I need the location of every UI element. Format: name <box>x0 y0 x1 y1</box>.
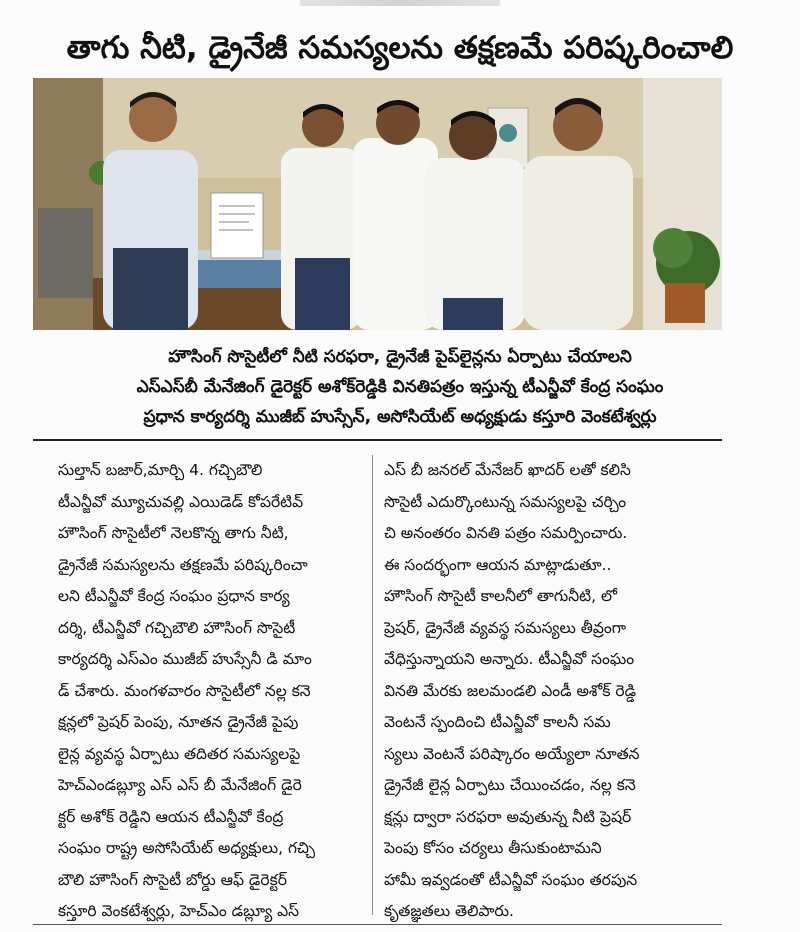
text-line: క్టర్ అశోక్ రెడ్డిని ఆయన టీఎన్జీవో కేంద్ర <box>58 807 284 826</box>
text-line: వెంటనే స్పందించి టీఎన్జీవో కాలనీ సమ <box>384 713 611 731</box>
text-line: పెంపు కోసం చర్యలు తీసుకుంటామని <box>384 839 602 857</box>
caption-rule <box>33 439 722 441</box>
caption-line: ప్రధాన కార్యదర్శి ముజీబ్ హుస్సేన్, అసోసియేట్ అధ్యక్షుడు కస్తూరి వెంకటేశ్వర్లు <box>143 407 657 427</box>
column-divider <box>372 455 373 915</box>
top-edge-strip <box>300 0 500 6</box>
text-line: క్షన్లలో ప్రెషర్ పెంపు, నూతన డ్రైనేజీ పైపు <box>58 713 299 731</box>
text-line: సుల్తాన్ బజార్,మార్చి 4. గచ్చిబౌలి <box>58 461 263 479</box>
bottom-rule <box>33 924 722 925</box>
text-line: హౌసింగ్ సొసైటీ కాలనీలో తాగునీటి, లో <box>384 587 617 605</box>
caption-line: ఎస్ఎస్‌బీ మేనేజింగ్ డైరెక్టర్ అశోక్‌రెడ్డికి వినతిపత్రం ఇస్తున్న టీఎన్జీవో కేంద్ర సంఘం <box>136 377 664 397</box>
text-line: హెచ్ఎండబ్ల్యూ ఎస్ ఎస్ బీ మేనేజింగ్ డైరె <box>58 776 302 794</box>
text-line: చి అనంతరం వినతి పత్రం సమర్పించారు. <box>384 524 628 542</box>
text-line: సంఘం రాష్ట్ర అసోసియేట్ అధ్యక్షులు, గచ్చి <box>58 839 316 857</box>
text-line: డ్ చేశారు. మంగళవారం సొసైటీలో నల్ల కనె <box>58 681 311 700</box>
photo-illustration <box>33 78 722 330</box>
text-line: హామీ ఇవ్వడంతో టీఎన్జీవో సంఘం తరపున <box>384 870 638 889</box>
text-line: బౌలి హౌసింగ్ సొసైటీ బోర్డు ఆఫ్ డైరెక్టర్ <box>58 870 287 889</box>
text-line: డ్రైనేజీ లైన్ల ఏర్పాటు చేయించడం, నల్ల కనె <box>384 776 636 794</box>
text-line: కార్యదర్శి ఎస్ఎం ముజీబ్ హుస్సేనీ డి మాం <box>58 650 312 668</box>
caption-line: హౌసింగ్ సొసైటీలో నీటి సరఫరా, డ్రైనేజీ పైప్‌లైన్లను ఏర్పాటు చేయాలని <box>168 347 632 367</box>
article-column-left <box>58 455 382 928</box>
text-line: వేధిస్తున్నాయని అన్నారు. టీఎన్జీవో సంఘం <box>384 650 635 668</box>
text-line: టీఎన్జీవో మ్యూచువల్లి ఎయిడెడ్ కోపరేటివ్ <box>58 492 304 511</box>
text-line: స్యలు వెంటనే పరిష్కారం అయ్యేలా నూతన <box>384 744 640 763</box>
text-line: కస్తూరి వెంకటేశ్వర్లు, హెచ్ఎం డబ్ల్యూ ఎస్ <box>58 902 300 920</box>
photo-caption <box>40 342 760 432</box>
text-line: డ్రైనేజీ సమస్యలను తక్షణమే పరిష్కరించా <box>58 555 308 574</box>
text-line: క్షన్లు ద్వారా సరఫరా అవుతున్న నీటి ప్రెషర్ <box>384 807 632 826</box>
text-line: వినతి మేరకు జలమండలి ఎండీ అశోక్ రెడ్డి <box>384 681 637 700</box>
text-line: లైన్ల వ్యవస్థ ఏర్పాటు తదితర సమస్యలపై <box>58 744 301 763</box>
article-column-right <box>384 455 708 928</box>
text-line: ఈ సందర్భంగా ఆయన మాట్లాడుతూ.. <box>384 555 612 574</box>
headline: తాగు నీటి, డ్రైనేజీ సమస్యలను తక్షణమే పరిష్కరించాలి <box>66 30 734 66</box>
text-line: ఎస్ బీ జనరల్ మేనేజర్ ఖాదర్ లతో కలిసి <box>384 461 631 479</box>
text-line: దర్శి, టీఎన్జీవో గచ్చిబౌలి హౌసింగ్ సొసైటీ <box>58 618 296 637</box>
text-line: ప్రెషర్, డ్రైనేజీ వ్యవస్థ సమస్యలు తీవ్రంగా <box>384 618 627 637</box>
text-line: సొసైటీ ఎదుర్కొంటున్న సమస్యలపై చర్చిం <box>384 492 627 511</box>
news-photo <box>33 78 722 330</box>
text-line: కృతజ్ఞతలు తెలిపారు. <box>384 902 514 920</box>
text-line: లని టీఎన్జీవో కేంద్ర సంఘం ప్రధాన కార్య <box>58 587 290 605</box>
text-line: హౌసింగ్ సొసైటీలో నెలకొన్న తాగు నీటి, <box>58 524 289 542</box>
